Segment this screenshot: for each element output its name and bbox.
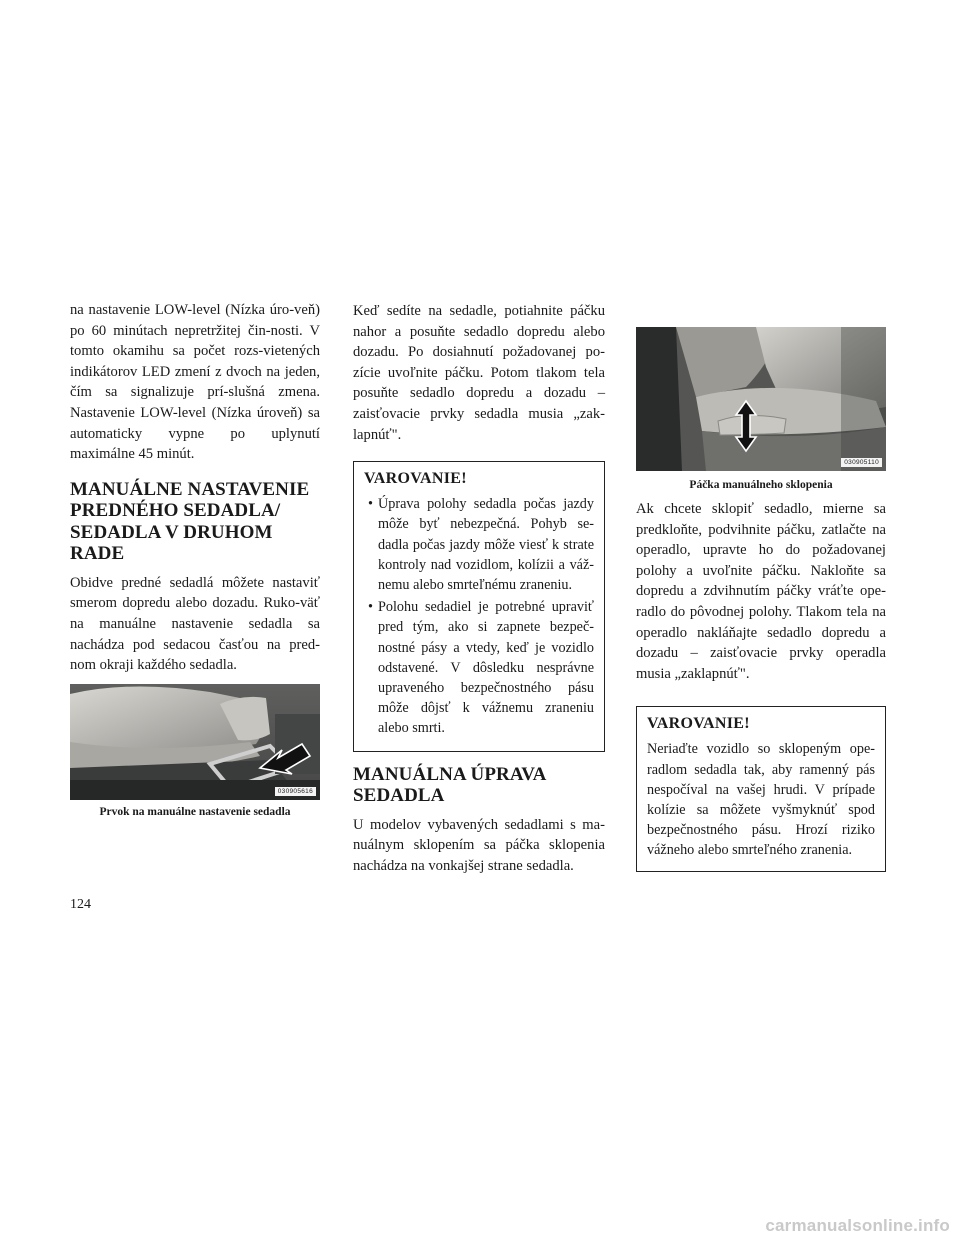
figure-caption: Prvok na manuálne nastavenie sedadla: [99, 805, 291, 818]
intro-paragraph: na nastavenie LOW-level (Nízka úro-veň) po 60 minútach nepretržitej čin-nosti. V tomto okamihu sa počet rozs-vietených indikátorov LED zmení z dvoch na jeden, čím sa signalizuje prí-slušná zmena. Nastavenie LOW-level (Nízka úroveň) sa automaticky vypne po uplynutí maximálne 45 minút.: [70, 302, 320, 463]
figure-code: 030905616: [275, 787, 316, 796]
seat-adjuster-figure: [70, 684, 320, 800]
watermark: carmanualsonline.info: [765, 1216, 950, 1235]
warning-title: VAROVANIE!: [364, 470, 467, 488]
warning-box: [636, 706, 886, 871]
column-right: [636, 327, 886, 872]
page-number: 124: [70, 897, 91, 912]
warning-title: VAROVANIE!: [647, 715, 750, 733]
section-heading-seat-adjust: MANUÁLNE NASTAVENIE PREDNÉHO SEDADLA/ SEDADLA V DRUHOM RADE: [70, 478, 310, 565]
column-middle: [353, 301, 605, 876]
warning-box: [353, 461, 605, 751]
column-left: [70, 300, 320, 818]
figure-caption: Páčka manuálneho sklopenia: [689, 479, 833, 491]
warning-text: Neriaďte vozidlo so sklopeným ope-radlom sedadla tak, aby ramenný pás nespočíval na vašej hrudi. V prípade kolízie sa môžete vyšmyknúť spod bezpečnostného pásu. Hrozí riziko vážneho alebo smrteľného zranenia.: [647, 741, 875, 859]
warning-list: [364, 494, 594, 738]
figure-code: 030905110: [841, 458, 882, 467]
recline-lever-illustration: [636, 327, 886, 471]
section-heading-manual-recline: MANUÁLNA ÚPRAVA SEDADLA: [353, 763, 546, 807]
recline-lever-figure: [636, 327, 886, 471]
recline-instructions-paragraph: Ak chcete sklopiť sedadlo, mierne sa predkloňte, podvihnite páčku, zatlačte na operadlo, upravte ho do požadovanej polohy a uvoľnite páčku. Nakloňte sa dopredu a zdvihnutím páčky vráťte ope-radlo do pôvodnej polohy. Tlakom tela na operadlo nakláňajte sedadlo dopredu a dozadu – zaisťovacie prvky operadla musia „zaklapnúť".: [636, 501, 886, 682]
recline-paragraph: U modelov vybavených sedadlami s ma-nuálnym sklopením sa páčka sklopenia nachádza na vonkajšej strane sedadla.: [353, 816, 605, 874]
lever-paragraph: Keď sedíte na sedadle, potiahnite páčku nahor a posuňte sedadlo dopredu alebo dozadu. Po dosiahnutí požadovanej po-zície uvoľnite páčku. Potom tlakom tela posuňte sedadlo dopredu a dozadu – zaisťovacie prvky sedadla musia „zak-lapnúť".: [353, 303, 605, 443]
seat-adjuster-illustration: [70, 684, 320, 800]
seat-adjust-paragraph: Obidve predné sedadlá môžete nastaviť smerom dopredu alebo dozadu. Ruko-väť na manuálne nastavenie sedadla sa nachádza pod sedacou časťou na pred-nom okraji každého sedadla.: [70, 574, 320, 674]
warning-item: • Polohu sedadiel je potrebné upraviť pred tým, ako si zapnete bezpeč-nostné pásy a vtedy, keď je vozidlo odstavené. V dôsledku nesprávne upraveného bezpečnostného pásu môže dôjsť k vážnemu zraneniu alebo smrti.: [364, 597, 594, 738]
warning-item: • Úprava polohy sedadla počas jazdy môže byť nebezpečná. Pohyb se-dadla počas jazdy môže viesť k strate kontroly nad vozidlom, kolízii a váž-nemu alebo smrteľnému zraneniu.: [364, 494, 594, 595]
